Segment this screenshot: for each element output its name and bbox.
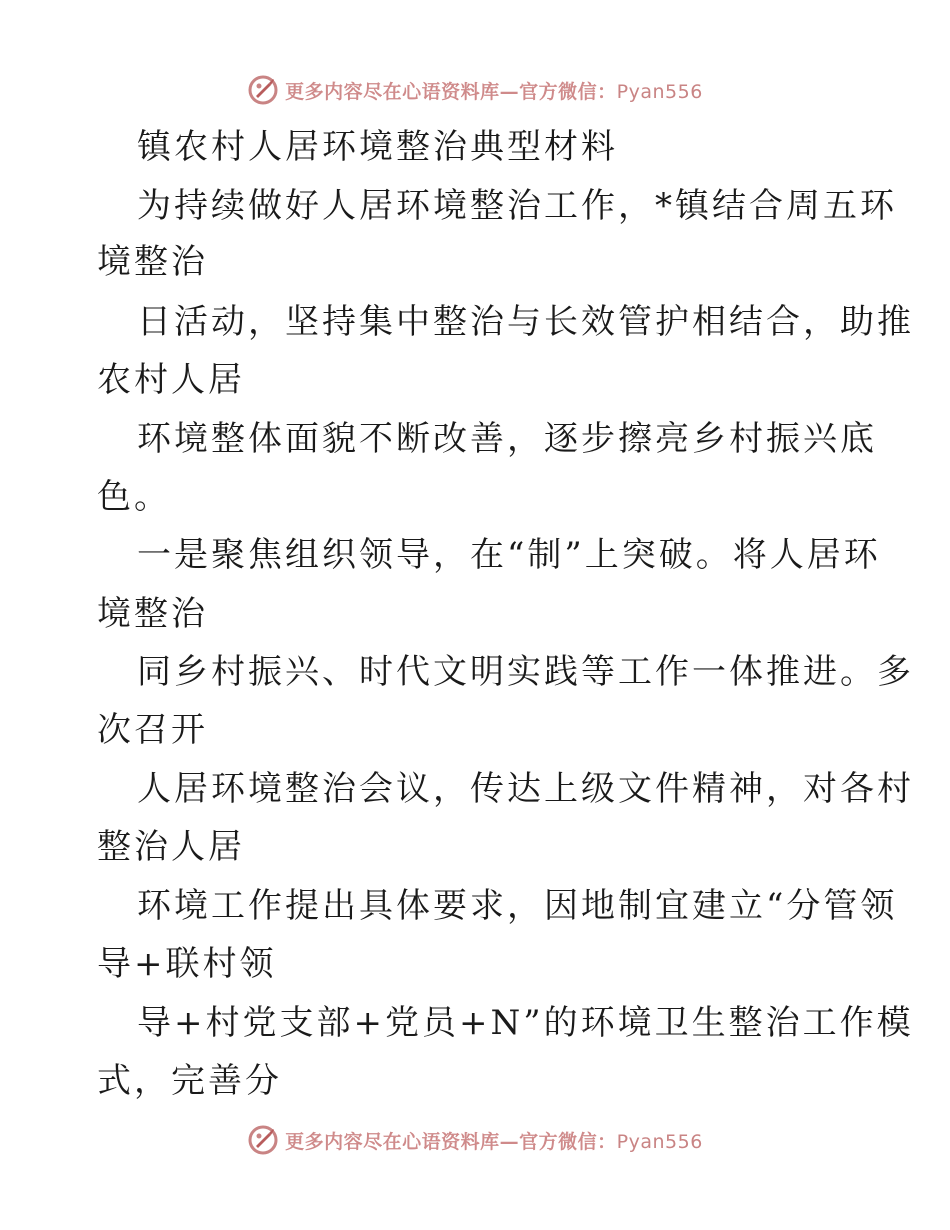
paragraph-line: 环境整体面貌不断改善，逐步擦亮乡村振兴底 xyxy=(137,419,877,459)
paragraph-line: 人居环境整治会议，传达上级文件精神，对各村 xyxy=(137,769,914,809)
header-watermark xyxy=(0,70,950,110)
paragraph-line: 境整治 xyxy=(97,242,208,282)
paragraph-line: 同乡村振兴、时代文明实践等工作一体推进。多 xyxy=(137,652,914,692)
paragraph-line: 为持续做好人居环境整治工作，*镇结合周五环 xyxy=(137,186,897,226)
paragraph-line: 导+村党支部+党员+N”的环境卫生整治工作模 xyxy=(137,1003,914,1043)
paragraph-line: 导+联村领 xyxy=(97,944,277,984)
paragraph-line: 次召开 xyxy=(97,710,208,750)
paragraph-line: 境整治 xyxy=(97,594,208,634)
watermark-logo-icon xyxy=(247,74,279,106)
paragraph-line: 一是聚焦组织领导，在“制”上突破。将人居环 xyxy=(137,535,881,575)
paragraph-line: 色。 xyxy=(97,477,171,517)
document-title: 镇农村人居环境整治典型材料 xyxy=(137,127,618,167)
watermark-wechat-id: Pyan556 xyxy=(616,80,703,103)
watermark-wechat-id: Pyan556 xyxy=(616,1130,703,1153)
watermark-text: 更多内容尽在心语资料库—官方微信： xyxy=(285,80,617,103)
paragraph-line: 环境工作提出具体要求，因地制宜建立“分管领 xyxy=(137,886,898,926)
paragraph-line: 农村人居 xyxy=(97,360,245,400)
paragraph-line: 日活动，坚持集中整治与长效管护相结合，助推 xyxy=(137,302,914,342)
paragraph-line: 式，完善分 xyxy=(97,1061,282,1101)
watermark-text: 更多内容尽在心语资料库—官方微信： xyxy=(285,1130,617,1153)
watermark-logo-icon xyxy=(247,1124,279,1156)
footer-watermark xyxy=(0,1120,950,1160)
paragraph-line: 整治人居 xyxy=(97,827,245,867)
